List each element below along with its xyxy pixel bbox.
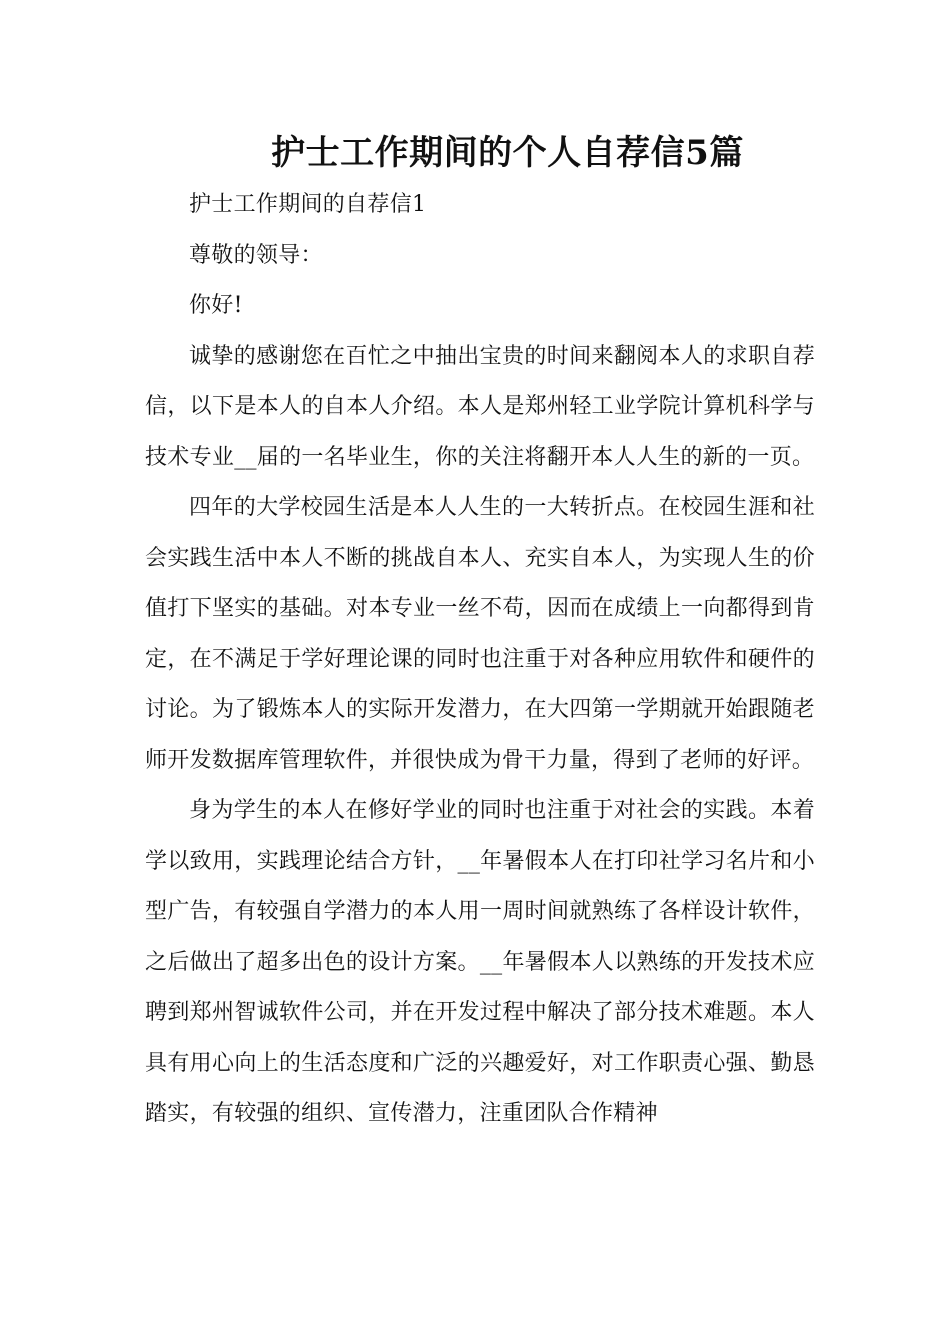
paragraph-university-life: 四年的大学校园生活是本人人生的一大转折点。在校园生涯和社会实践生活中本人不断的挑战自本人、充实自本人，为实现人生的价值打下坚实的基础。对本专业一丝不苟，因而在成绩上一向都得到肯定，在不满足于学好理论课的同时也注重于对各种应用软件和硬件的讨论。为了锻炼本人的实际开发潜力，在大四第一学期就开始跟随老师开发数据库管理软件，并很快成为骨干力量，得到了老师的好评。 — [145, 495, 815, 773]
paragraph-social-practice: 身为学生的本人在修好学业的同时也注重于对社会的实践。本着学以致用，实践理论结合方针，__年暑假本人在打印社学习名片和小型广告，有较强自学潜力的本人用一周时间就熟练了各样设计软件，之后做出了超多出色的设计方案。__年暑假本人以熟练的开发技术应聘到郑州智诚软件公司，并在开发过程中解决了部分技术难题。本人具有用心向上的生活态度和广泛的兴趣爱好，对工作职责心强、勤恳踏实，有较强的组织、宣传潜力，注重团队合作精神 — [145, 798, 815, 1126]
paragraph-greeting: 你好! — [189, 293, 243, 318]
paragraph-heading: 护士工作期间的自荐信1 — [189, 192, 427, 217]
document-body — [145, 180, 815, 1140]
document-title: 护士工作期间的个人自荐信5篇 — [271, 133, 744, 173]
paragraph-salutation: 尊敬的领导： — [189, 242, 323, 268]
paragraph-introduction: 诚挚的感谢您在百忙之中抽出宝贵的时间来翻阅本人的求职自荐信，以下是本人的自本人介绍。本人是郑州轻工业学院计算机科学与技术专业__届的一名毕业生，你的关注将翻开本人人生的新的一页。 — [145, 343, 815, 470]
